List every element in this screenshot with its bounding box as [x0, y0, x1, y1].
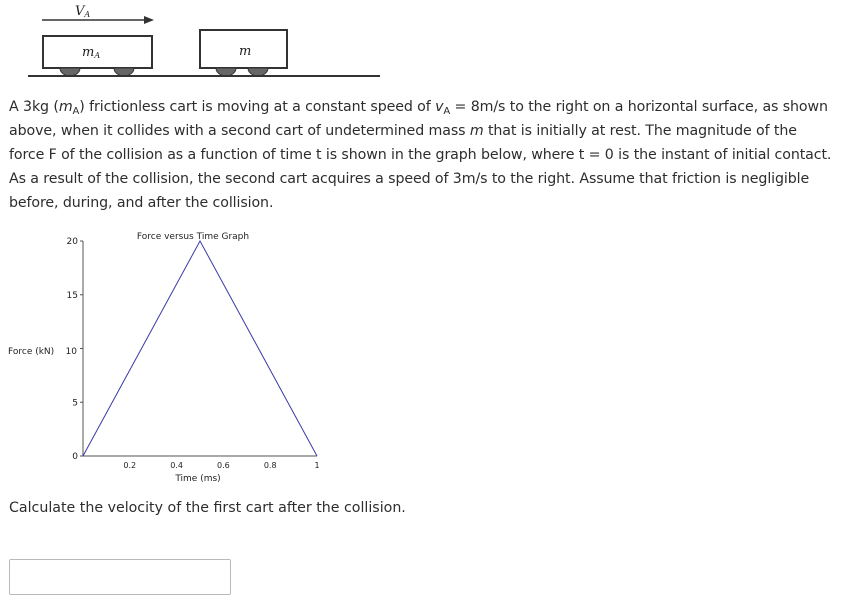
answer-input[interactable] — [9, 559, 231, 595]
y-axis-label-tick: 10 — [65, 347, 77, 357]
y-axis-label: Force (kN) — [8, 347, 55, 357]
x-tick-label: 0.6 — [217, 461, 230, 470]
x-ticks — [123, 461, 319, 470]
question-text: Calculate the velocity of the first cart after the collision. — [9, 500, 406, 516]
x-tick-label: 0.8 — [263, 461, 277, 470]
cart-2-label: m — [239, 44, 252, 59]
x-tick-label: 0.2 — [123, 461, 137, 470]
y-tick-label: 5 — [72, 398, 78, 409]
velocity-label: VA — [75, 4, 91, 19]
cart-1-wheel-left — [60, 68, 80, 76]
x-axis-label: Time (ms) — [175, 474, 221, 484]
cart-2-wheel-left — [216, 68, 236, 76]
y-tick-label: 20 — [66, 237, 78, 247]
velocity-arrowhead — [144, 16, 154, 24]
y-tick-label: 0 — [72, 452, 78, 462]
cart-diagram — [0, 0, 400, 85]
cart-1-label: mA — [82, 45, 101, 60]
x-tick-label: 1 — [314, 461, 320, 470]
x-tick-label: 0.4 — [170, 461, 183, 470]
y-tick-label: 15 — [66, 290, 78, 301]
cart-1-wheel-right — [114, 68, 134, 76]
problem-text: A 3kg $(m_A)$ frictionless cart is moving at a constant speed of $v_A = 8m/s$ to the right on a horizontal surface, as shown above, when it collides with a second cart of undetermined mass m that is initially at rest. The magnitude of the force F of the collision as a function of time t is shown in the graph below, where t = 0 is the instant of initial contact. As a result of the collision, the second cart acquires a speed of 3m/s to the right. Assume that friction is negligible before, during, and after the collision. — [9, 99, 832, 211]
force-series-line — [83, 241, 317, 456]
chart-title: Force versus Time Graph — [136, 232, 250, 242]
force-time-chart — [0, 225, 330, 495]
cart-2-wheel-right — [248, 68, 268, 76]
